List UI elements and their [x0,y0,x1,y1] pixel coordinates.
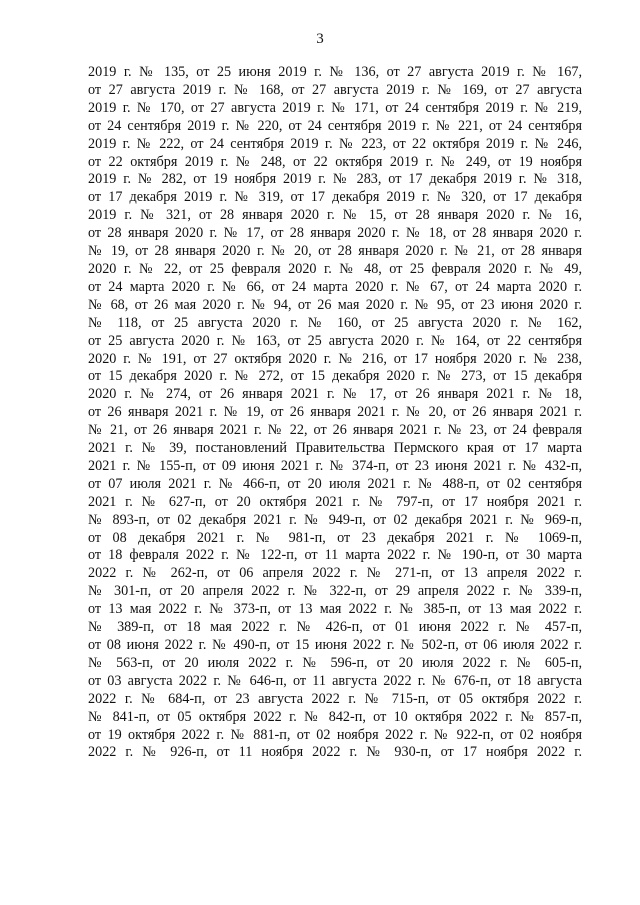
text-line: от 08 июня 2022 г. № 490-п, от 15 июня 2022 г. № 502-п, от 06 июля 2022 г. [88,637,582,653]
body-text [88,64,582,762]
text-line: № 893-п, от 02 декабря 2021 г. № 949-п, от 02 декабря 2021 г. № 969-п, [88,511,582,528]
text-line: № 563-п, от 20 июля 2022 г. № 596-п, от 20 июля 2022 г. № 605-п, [88,654,582,671]
text-line: от 15 декабря 2020 г. № 272, от 15 декабря 2020 г. № 273, от 15 декабря [88,368,582,385]
text-line: от 24 сентября 2019 г. № 220, от 24 сентября 2019 г. № 221, от 24 сентября [88,117,582,134]
text-line: от 13 мая 2022 г. № 373-п, от 13 мая 2022 г. № 385-п, от 13 мая 2022 г. [88,601,582,618]
text-line: от 08 декабря 2021 г. № 981-п, от 23 декабря 2021 г. № 1069-п, [88,529,582,546]
text-line: 2019 г. № 170, от 27 августа 2019 г. № 171, от 24 сентября 2019 г. № 219, [88,99,582,116]
text-line: от 07 июля 2021 г. № 466-п, от 20 июля 2021 г. № 488-п, от 02 сентября [88,475,582,492]
text-line: 2019 г. № 321, от 28 января 2020 г. № 15, от 28 января 2020 г. № 16, [88,207,582,224]
text-line: от 17 декабря 2019 г. № 319, от 17 декабря 2019 г. № 320, от 17 декабря [88,189,582,206]
text-line: от 26 января 2021 г. № 19, от 26 января 2021 г. № 20, от 26 января 2021 г. [88,404,582,421]
text-line: № 841-п, от 05 октября 2022 г. № 842-п, от 10 октября 2022 г. № 857-п, [88,708,582,725]
page-number: 3 [316,31,324,47]
text-line: от 27 августа 2019 г. № 168, от 27 августа 2019 г. № 169, от 27 августа [88,81,582,98]
text-line: № 301-п, от 20 апреля 2022 г. № 322-п, от 29 апреля 2022 г. № 339-п, [88,583,582,600]
text-line: 2022 г. № 684-п, от 23 августа 2022 г. № 715-п, от 05 октября 2022 г. [88,690,582,707]
text-line: № 68, от 26 мая 2020 г. № 94, от 26 мая 2020 г. № 95, от 23 июня 2020 г. [88,296,582,313]
text-line: 2020 г. № 274, от 26 января 2021 г. № 17, от 26 января 2021 г. № 18, [88,386,582,403]
text-line: № 19, от 28 января 2020 г. № 20, от 28 января 2020 г. № 21, от 28 января [88,243,582,260]
text-line: от 28 января 2020 г. № 17, от 28 января 2020 г. № 18, от 28 января 2020 г. [88,225,582,242]
text-line: от 18 февраля 2022 г. № 122-п, от 11 марта 2022 г. № 190-п, от 30 марта [88,547,582,564]
text-line: от 22 октября 2019 г. № 248, от 22 октября 2019 г. № 249, от 19 ноября [88,153,582,170]
text-line: 2019 г. № 222, от 24 сентября 2019 г. № 223, от 22 октября 2019 г. № 246, [88,135,582,152]
text-line: 2020 г. № 22, от 25 февраля 2020 г. № 48, от 25 февраля 2020 г. № 49, [88,260,582,277]
text-line: 2021 г. № 155-п, от 09 июня 2021 г. № 374-п, от 23 июня 2021 г. № 432-п, [88,457,582,474]
text-line: от 25 августа 2020 г. № 163, от 25 августа 2020 г. № 164, от 22 сентября [88,332,582,349]
text-line: 2020 г. № 191, от 27 октября 2020 г. № 216, от 17 ноября 2020 г. № 238, [88,350,582,367]
text-line: 2022 г. № 262-п, от 06 апреля 2022 г. № 271-п, от 13 апреля 2022 г. [88,565,582,582]
text-line: 2021 г. № 627-п, от 20 октября 2021 г. № 797-п, от 17 ноября 2021 г. [88,493,582,510]
text-line: № 118, от 25 августа 2020 г. № 160, от 25 августа 2020 г. № 162, [88,314,582,331]
text-line: 2021 г. № 39, постановлений Правительства Пермского края от 17 марта [88,440,582,457]
text-line: 2019 г. № 282, от 19 ноября 2019 г. № 283, от 17 декабря 2019 г. № 318, [88,171,582,188]
text-line: от 19 октября 2022 г. № 881-п, от 02 ноября 2022 г. № 922-п, от 02 ноября [88,726,582,743]
text-line: 2019 г. № 135, от 25 июня 2019 г. № 136, от 27 августа 2019 г. № 167, [88,64,582,80]
text-line: № 389-п, от 18 мая 2022 г. № 426-п, от 01 июня 2022 г. № 457-п, [88,619,582,636]
text-line: 2022 г. № 926-п, от 11 ноября 2022 г. № 930-п, от 17 ноября 2022 г. [88,744,582,761]
text-line: от 24 марта 2020 г. № 66, от 24 марта 2020 г. № 67, от 24 марта 2020 г. [88,278,582,295]
text-line: № 21, от 26 января 2021 г. № 22, от 26 января 2021 г. № 23, от 24 февраля [88,422,582,439]
text-line: от 03 августа 2022 г. № 646-п, от 11 августа 2022 г. № 676-п, от 18 августа [88,672,582,689]
